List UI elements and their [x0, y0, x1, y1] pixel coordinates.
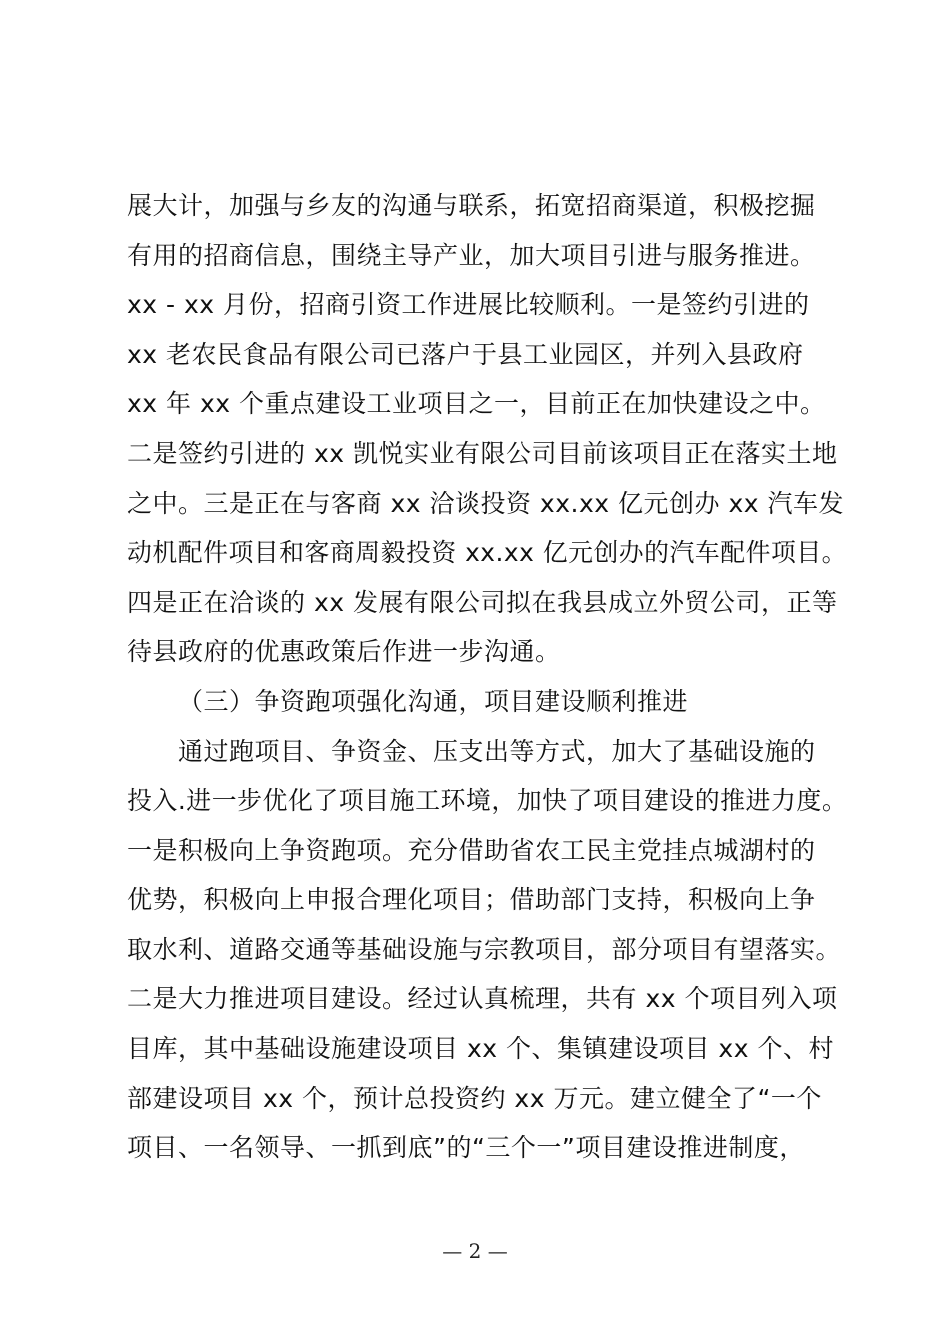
page-number: — 2 — — [442, 1239, 508, 1263]
text-line: 目库，其中基础设施建设项目 xx 个、集镇建设项目 xx 个、村 — [127, 1034, 834, 1063]
text-line: 动机配件项目和客商周毅投资 xx.xx 亿元创办的汽车配件项目。 — [127, 538, 848, 567]
text-line: 有用的招商信息，围绕主导产业，加大项目引进与服务推进。 — [127, 241, 816, 270]
text-line: 一是积极向上争资跑项。充分借助省农工民主党挂点城湖村的 — [127, 836, 816, 865]
text-line: xx 老农民食品有限公司已落户于县工业园区，并列入县政府 — [127, 340, 804, 369]
section-heading: （三）争资跑项强化沟通，项目建设顺利推进 — [178, 687, 689, 716]
text-line: 通过跑项目、争资金、压支出等方式，加大了基础设施的 — [178, 737, 816, 766]
text-line: 部建设项目 xx 个，预计总投资约 xx 万元。建立健全了“一个 — [127, 1084, 822, 1113]
text-line: 待县政府的优惠政策后作进一步沟通。 — [127, 637, 561, 666]
text-line: xx - xx 月份，招商引资工作进展比较顺利。一是签约引进的 — [127, 290, 810, 319]
text-line: 四是正在洽谈的 xx 发展有限公司拟在我县成立外贸公司，正等 — [127, 588, 838, 617]
text-line: 二是大力推进项目建设。经过认真梳理，共有 xx 个项目列入项 — [127, 984, 838, 1013]
text-line: 之中。三是正在与客商 xx 洽谈投资 xx.xx 亿元创办 xx 汽车发 — [127, 489, 844, 518]
text-line: 投入.进一步优化了项目施工环境，加快了项目建设的推进力度。 — [127, 786, 848, 815]
text-line: 展大计，加强与乡友的沟通与联系，拓宽招商渠道，积极挖掘 — [127, 191, 816, 220]
text-line: 二是签约引进的 xx 凯悦实业有限公司目前该项目正在落实土地 — [127, 439, 838, 468]
text-line: 优势，积极向上申报合理化项目；借助部门支持，积极向上争 — [127, 885, 816, 914]
text-line: 项目、一名领导、一抓到底”的“三个一”项目建设推进制度， — [127, 1133, 805, 1162]
text-line: xx 年 xx 个重点建设工业项目之一，目前正在加快建设之中。 — [127, 389, 826, 418]
text-line: 取水利、道路交通等基础设施与宗教项目，部分项目有望落实。 — [127, 935, 842, 964]
